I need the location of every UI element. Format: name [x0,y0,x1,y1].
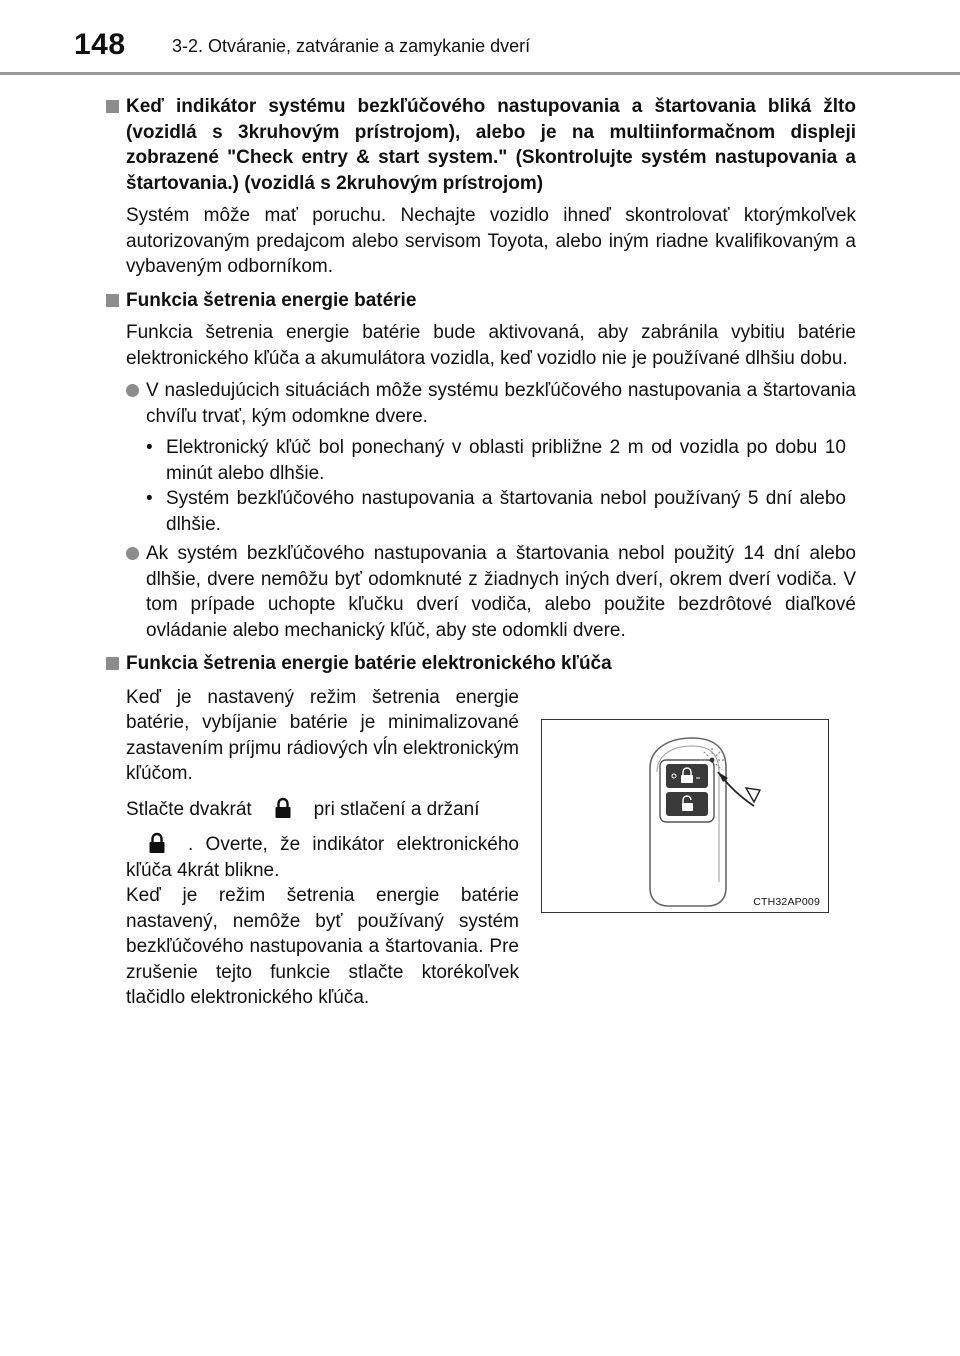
instruction-column [126,685,519,1011]
section-title: 3-2. Otváranie, zatváranie a zamykanie dverí [172,36,531,56]
section-indicator-warning [106,94,856,280]
page-number: 148 [74,28,126,61]
section-square-icon [106,294,119,307]
circle-bullet-icon [126,384,139,397]
page-content [106,94,856,1033]
dot-item [106,378,856,429]
dot-item [106,541,856,643]
body-paragraph: Funkcia šetrenia energie batérie bude aktivovaná, aby zabránila vybitiu batérie elektronického kľúča a akumulátora vozidla, keď vozidlo nie je používané dlhšiu dobu. [126,322,856,369]
dot-item-text: V nasledujúcich situáciách môže systému bezkľúčového nastupovania a štartovania chvíľu trvať, kým odomkne dvere. [146,380,856,427]
section-heading [106,288,856,314]
bullet-item [106,435,856,486]
instruction-text-c: . Overte, že indikátor elektronického kľúča 4krát blikne. [126,834,519,881]
lock-icon [148,832,166,854]
section-battery-saving [106,288,856,644]
heading-text: Funkcia šetrenia energie batérie [126,289,417,311]
figure-code: CTH32AP009 [753,895,820,908]
section-heading [106,94,856,196]
header-divider [0,72,960,75]
lock-icon [274,797,292,819]
instruction-paragraph [126,832,519,883]
circle-bullet-icon [126,547,139,560]
text-with-figure [106,685,856,1025]
heading-text: Funkcia šetrenia energie batérie elektronického kľúča [126,653,612,674]
dot-item-text: Ak systém bezkľúčového nastupovania a štartovania nebol použitý 14 dní alebo dlhšie, dvere nemôžu byť odomknuté z žiadnych iných dverí, okrem dverí vodiča. V tom prípade uchopte kľučku dverí vodiča, alebo použite bezdrôtové diaľkové ovládanie alebo mechanický kľúč, aby ste odomkli dvere. [146,543,856,641]
body-paragraph: Keď je režim šetrenia energie batérie nastavený, nemôže byť používaný systém bezkľúčového nastupovania a štartovania. Pre zrušenie tejto funkcie stlačte ktorékoľvek tlačidlo elektronického kľúča. [126,885,519,1008]
bullet-icon: • [146,488,153,509]
key-fob-illustration [541,719,829,913]
section-square-icon [106,100,119,113]
bullet-item-text: Systém bezkľúčového nastupovania a štartovania nebol používaný 5 dní alebo dlhšie. [166,488,846,535]
section-heading [106,651,856,677]
page-header [0,0,960,80]
body-paragraph: Systém môže mať poruchu. Nechajte vozidlo ihneď skontrolovať ktorýmkoľvek autorizovaným predajcom alebo servisom Toyota, alebo iným riadne kvalifikovaným a vybaveným odborníkom. [126,205,856,277]
key-fob-icon [542,720,828,912]
bullet-item-text: Elektronický kľúč bol ponechaný v oblasti približne 2 m od vozidla po dobu 10 minút alebo dlhšie. [166,437,846,484]
section-key-battery-saving [106,651,856,1025]
bullet-icon: • [146,437,153,458]
heading-text: Keď indikátor systému bezkľúčového nastupovania a štartovania bliká žlto (vozidlá s 3kruhovým prístrojom), alebo je na multiinformačnom displeji zobrazené "Check entry & start system." (Skontrolujte systém nastupovania a štartovania.) (vozidlá s 2kruhovým prístrojom) [126,96,856,194]
body-paragraph: Keď je nastavený režim šetrenia energie batérie, vybíjanie batérie je minimalizované zastavením príjmu rádiových vĺn elektronickým kľúčom. [126,686,519,784]
section-square-icon [106,657,119,670]
instruction-text-a: Stlačte dvakrát [126,798,252,820]
instruction-text-b: pri stlačení a držaní [313,798,480,820]
bullet-item [106,486,856,537]
instruction-paragraph [126,797,519,823]
